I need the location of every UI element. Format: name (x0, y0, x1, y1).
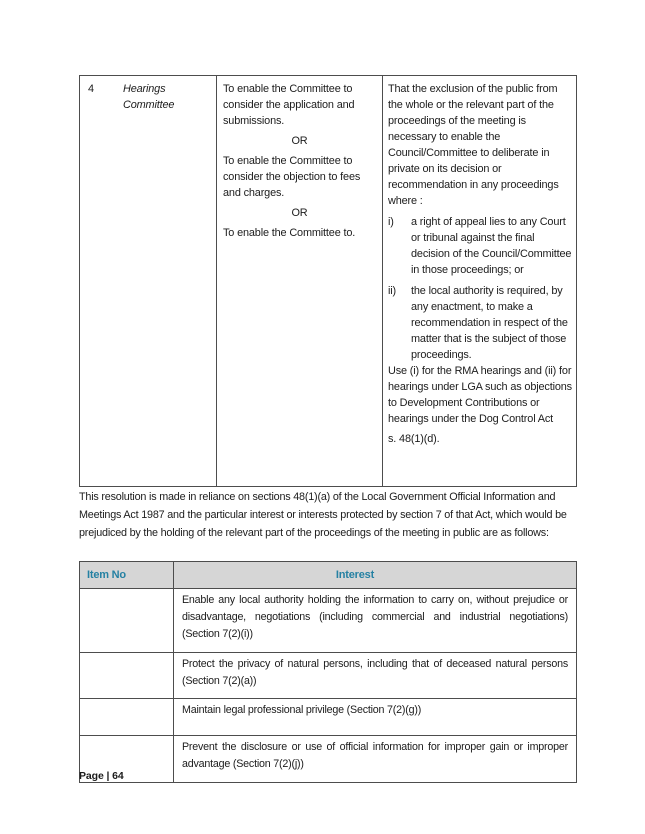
page-number: Page | 64 (79, 770, 124, 782)
item-number: 4 (88, 83, 94, 95)
interest-table-row (80, 699, 577, 736)
interest-table-row (80, 589, 577, 653)
committee-item (85, 81, 211, 113)
committee-name: Hearings Committee (123, 83, 175, 111)
interest-cell: Enable any local authority holding the information to carry on, without prejudice or disadvantage, negotiations (including commercial and industrial negotiations) (Section 7(2)(i)) (174, 589, 577, 653)
resolution-paragraph: This resolution is made in reliance on sections 48(1)(a) of the Local Government Official Information and Meetings Act 1987 and the particular interest or interests protected by section 7 of that Act, which would be prejudiced by the holding of the relevant part of the proceedings of the meeting in public are as follows: (79, 491, 567, 539)
list-text: a right of appeal lies to any Court or tribunal against the final decision of the Council/Committee in those proceedings; or (411, 216, 572, 276)
interest-table-row (80, 653, 577, 699)
interest-cell: Prevent the disclosure or use of official information for improper gain or improper advantage (Section 7(2)(j)) (174, 736, 577, 783)
interest-cell: Protect the privacy of natural persons, including that of deceased natural persons (Section 7(2)(a)) (174, 653, 577, 699)
section-reference: s. 48(1)(d). (388, 433, 440, 445)
list-marker: ii) (388, 285, 397, 297)
grounds-intro: That the exclusion of the public from the whole or the relevant part of the proceedings of the meeting is necessary to enable the Council/Committee to deliberate in private on its decision or recommendation in any proceedings where : (388, 83, 559, 207)
reason-paragraph: To enable the Committee to consider the objection to fees and charges. (223, 155, 361, 199)
reason-paragraph: To enable the Committee to consider the application and submissions. (223, 83, 355, 127)
list-text: the local authority is required, by any enactment, to make a recommendation in respect of the matter that is the subject of those proceedings. (411, 285, 568, 361)
col-header-item-no: Item No (80, 562, 174, 589)
list-marker: i) (388, 216, 394, 228)
or-separator: OR (291, 207, 308, 219)
col-header-interest: Interest (174, 562, 577, 589)
grounds-cell (383, 76, 577, 487)
interest-table-header-row (80, 562, 577, 589)
exclusion-table-row (80, 76, 577, 487)
grounds-list-item (388, 283, 574, 363)
interest-cell: Maintain legal professional privilege (Section 7(2)(g)) (174, 699, 577, 736)
exclusion-table (79, 75, 577, 487)
committee-cell (80, 76, 217, 487)
reason-paragraph: To enable the Committee to. (223, 227, 356, 239)
item-no-cell (80, 653, 174, 699)
item-no-cell (80, 699, 174, 736)
item-no-cell (80, 589, 174, 653)
or-separator: OR (291, 135, 308, 147)
reason-cell (217, 76, 383, 487)
interest-table (79, 561, 577, 783)
interest-table-row (80, 736, 577, 783)
grounds-note: Use (i) for the RMA hearings and (ii) for hearings under LGA such as objections to Development Contributions or hearings under the Dog Control Act (388, 365, 572, 425)
grounds-list-item (388, 214, 574, 278)
